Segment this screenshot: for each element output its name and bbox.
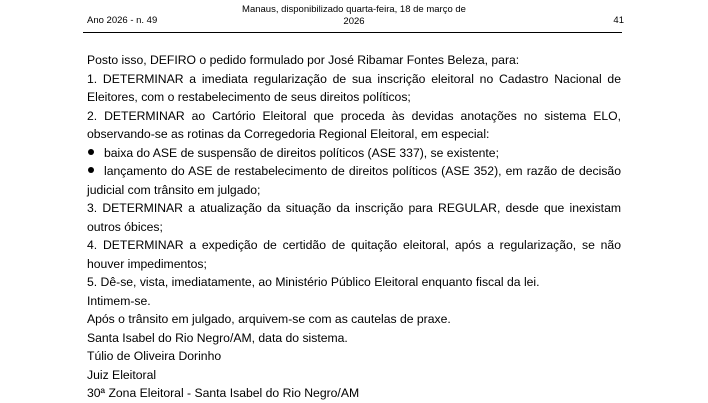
header-divider [83, 32, 622, 33]
page-number: 41 [613, 15, 624, 26]
item-1: 1. DETERMINAR a imediata regularização de sua inscrição eleitoral no Cadastro Nacional de Eleitores, com o restabelecimento de seus direitos políticos; [87, 71, 621, 104]
intro-paragraph: Posto isso, DEFIRO o pedido formulado por José Ribamar Fontes Beleza, para: [87, 53, 520, 67]
publication-date-line1: Manaus, disponibilizado quarta-feira, 18 de março de [242, 4, 466, 15]
archive-order: Após o trânsito em julgado, arquivem-se com as cautelas de praxe. [87, 312, 451, 326]
bullet-dot-icon [88, 149, 94, 155]
place-date: Santa Isabel do Rio Negro/AM, data do sistema. [87, 330, 348, 345]
bullet-dot-icon [88, 167, 94, 173]
signer-role: Juiz Eleitoral [87, 367, 157, 382]
signer-zone: 30ª Zona Eleitoral - Santa Isabel do Rio Negro/AM [87, 386, 360, 400]
item-3: 3. DETERMINAR a atualização da situação da inscrição para REGULAR, desde que inexistam outros óbices; [87, 201, 621, 234]
intimation: Intimem-se. [87, 293, 151, 308]
item-5: 5. Dê-se, vista, imediatamente, ao Ministério Público Eleitoral enquanto fiscal da lei. [87, 275, 540, 289]
signer-name: Túlio de Oliveira Dorinho [87, 349, 222, 363]
bullet-item-1 [87, 144, 621, 163]
bullet-item-2 [87, 162, 621, 199]
item-4: 4. DETERMINAR a expedição de certidão de quitação eleitoral, após a regularização, se não houver impedimentos; [87, 238, 621, 271]
publication-date [230, 4, 478, 28]
publication-date-line2: 2026 [343, 16, 365, 27]
bullet-item-1-text: baixa do ASE de suspensão de direitos políticos (ASE 337), se existente; [104, 145, 499, 160]
item-2: 2. DETERMINAR ao Cartório Eleitoral que proceda às devidas anotações no sistema ELO, observando-se as rotinas da Corregedoria Regional Eleitoral, em especial: [87, 108, 621, 141]
document-body [87, 51, 621, 403]
edition-label: Ano 2026 - n. 49 [87, 15, 158, 26]
bullet-item-2-text: lançamento do ASE de restabelecimento de direitos políticos (ASE 352), em razão de decisão judicial com trânsito em julgado; [87, 164, 621, 197]
